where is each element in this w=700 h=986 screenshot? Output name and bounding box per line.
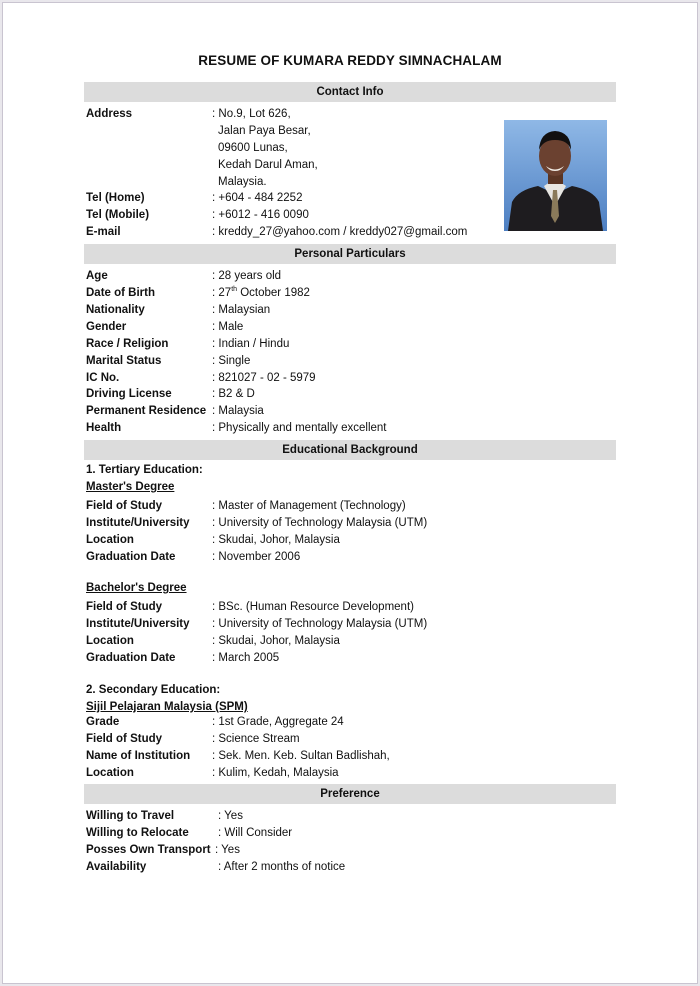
spm-loc-value: : Kulim, Kedah, Malaysia <box>212 767 339 779</box>
email-label: E-mail <box>86 226 121 238</box>
resume-title: RESUME OF KUMARA REDDY SIMNACHALAM <box>198 53 502 68</box>
health-label: Health <box>86 422 122 434</box>
pr-label: Permanent Residence <box>86 405 207 417</box>
masters-grad-label: Graduation Date <box>86 551 176 563</box>
ic-value: : 821027 - 02 - 5979 <box>212 372 316 384</box>
person-portrait-icon <box>504 120 607 231</box>
bachelors-field-value: : BSc. (Human Resource Development) <box>212 601 414 613</box>
tel-home-value: : +604 - 484 2252 <box>212 192 303 204</box>
tertiary-heading: 1. Tertiary Education: <box>86 464 203 476</box>
masters-field-value: : Master of Management (Technology) <box>212 500 406 512</box>
tel-home-label: Tel (Home) <box>86 192 145 204</box>
section-header-education: Educational Background <box>84 440 616 460</box>
masters-inst-value: : University of Technology Malaysia (UTM) <box>212 517 428 529</box>
race-value: : Indian / Hindu <box>212 338 290 350</box>
masters-loc-label: Location <box>86 534 134 546</box>
spm-grade-label: Grade <box>86 716 120 728</box>
pr-value: : Malaysia <box>212 405 264 417</box>
race-label: Race / Religion <box>86 338 169 350</box>
address-line-2: Jalan Paya Besar, <box>218 125 311 137</box>
address-line-4: Kedah Darul Aman, <box>218 159 318 171</box>
section-header-contact: Contact Info <box>84 82 616 102</box>
spm-loc-label: Location <box>86 767 134 779</box>
transport-label: Posses Own Transport <box>86 844 211 856</box>
bachelors-grad-label: Graduation Date <box>86 652 176 664</box>
travel-value: : Yes <box>218 810 243 822</box>
dob-day: : 27 <box>212 287 232 299</box>
availability-label: Availability <box>86 861 147 873</box>
spm-field-value: : Science Stream <box>212 733 300 745</box>
license-label: Driving License <box>86 388 172 400</box>
transport-value: : Yes <box>215 844 240 856</box>
masters-loc-value: : Skudai, Johor, Malaysia <box>212 534 340 546</box>
bachelors-field-label: Field of Study <box>86 601 163 613</box>
masters-heading: Master's Degree <box>86 481 175 493</box>
address-line-5: Malaysia. <box>218 176 267 188</box>
bachelors-heading: Bachelor's Degree <box>86 582 187 594</box>
marital-value: : Single <box>212 355 251 367</box>
masters-grad-value: : November 2006 <box>212 551 301 563</box>
ic-label: IC No. <box>86 372 120 384</box>
relocate-value: : Will Consider <box>218 827 293 839</box>
tel-mobile-value: : +6012 - 416 0090 <box>212 209 309 221</box>
address-line-3: 09600 Lunas, <box>218 142 288 154</box>
tel-mobile-label: Tel (Mobile) <box>86 209 150 221</box>
section-header-personal: Personal Particulars <box>84 244 616 264</box>
travel-label: Willing to Travel <box>86 810 175 822</box>
bachelors-loc-value: : Skudai, Johor, Malaysia <box>212 635 340 647</box>
dob-ordinal: th <box>231 286 238 294</box>
spm-inst-label: Name of Institution <box>86 750 191 762</box>
profile-photo <box>504 120 607 231</box>
bachelors-inst-label: Institute/University <box>86 618 190 630</box>
gender-label: Gender <box>86 321 127 333</box>
section-header-preference: Preference <box>84 784 616 804</box>
bachelors-loc-label: Location <box>86 635 134 647</box>
secondary-heading: 2. Secondary Education: <box>86 684 221 696</box>
gender-value: : Male <box>212 321 244 333</box>
availability-value: : After 2 months of notice <box>218 861 346 873</box>
spm-grade-value: : 1st Grade, Aggregate 24 <box>212 716 344 728</box>
address-label: Address <box>86 108 133 120</box>
dob-value <box>212 285 310 302</box>
age-value: : 28 years old <box>212 270 282 282</box>
health-value: : Physically and mentally excellent <box>212 422 387 434</box>
license-value: : B2 & D <box>212 388 255 400</box>
spm-heading: Sijil Pelajaran Malaysia (SPM) <box>86 701 248 713</box>
dob-label: Date of Birth <box>86 287 155 299</box>
relocate-label: Willing to Relocate <box>86 827 189 839</box>
bachelors-grad-value: : March 2005 <box>212 652 280 664</box>
nationality-label: Nationality <box>86 304 145 316</box>
nationality-value: : Malaysian <box>212 304 271 316</box>
marital-label: Marital Status <box>86 355 162 367</box>
bachelors-inst-value: : University of Technology Malaysia (UTM) <box>212 618 428 630</box>
spm-inst-value: : Sek. Men. Keb. Sultan Badlishah, <box>212 750 390 762</box>
spm-field-label: Field of Study <box>86 733 163 745</box>
dob-month-year: October 1982 <box>237 287 310 299</box>
address-line-1: : No.9, Lot 626, <box>212 108 291 120</box>
age-label: Age <box>86 270 108 282</box>
masters-inst-label: Institute/University <box>86 517 190 529</box>
masters-field-label: Field of Study <box>86 500 163 512</box>
email-value: : kreddy_27@yahoo.com / kreddy027@gmail.com <box>212 226 468 238</box>
